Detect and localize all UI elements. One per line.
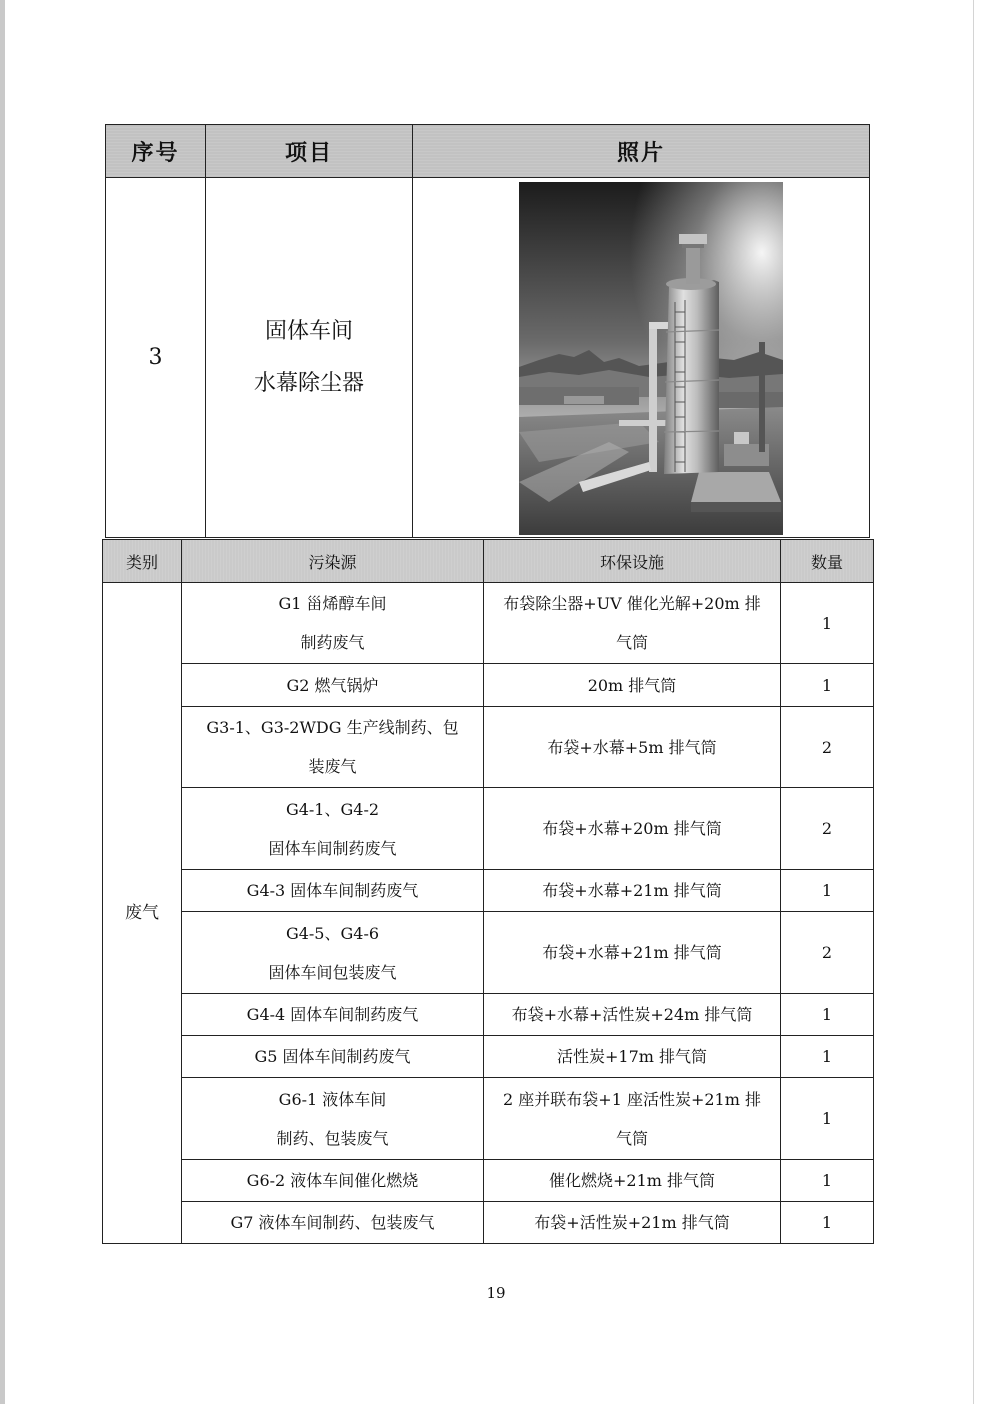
quantity-cell: 1 <box>781 1160 874 1202</box>
facility-line: 布袋+水幕+20m 排气筒 <box>542 819 722 838</box>
table-row <box>103 664 874 707</box>
facility-cell <box>484 788 781 870</box>
source-line: G5 固体车间制药废气 <box>254 1047 411 1066</box>
row-photo <box>413 178 870 538</box>
source-cell <box>182 583 484 664</box>
header-facility: 环保设施 <box>484 540 781 583</box>
source-line: 装废气 <box>308 757 357 776</box>
photo-table-row <box>106 178 870 538</box>
source-cell <box>182 1160 484 1202</box>
source-cell <box>182 912 484 994</box>
source-cell <box>182 664 484 707</box>
facility-line: 催化燃烧+21m 排气筒 <box>548 1171 716 1190</box>
facility-cell <box>484 707 781 788</box>
facility-cell <box>484 1160 781 1202</box>
source-line: 固体车间包装废气 <box>268 962 397 982</box>
category-cell: 废气 <box>103 583 182 1244</box>
quantity-cell: 1 <box>781 583 874 664</box>
facility-cell <box>484 1078 781 1160</box>
header-photo: 照片 <box>413 125 870 178</box>
source-line: G7 液体车间制药、包装废气 <box>230 1213 435 1232</box>
facility-line: 布袋+活性炭+21m 排气筒 <box>534 1213 730 1232</box>
facility-line: 2 座并联布袋+1 座活性炭+21m 排 <box>503 1089 761 1109</box>
facility-cell <box>484 664 781 707</box>
facility-line: 布袋+水幕+活性炭+24m 排气筒 <box>511 1005 753 1024</box>
source-cell <box>182 1036 484 1078</box>
quantity-cell: 1 <box>781 994 874 1036</box>
source-cell <box>182 994 484 1036</box>
header-quantity: 数量 <box>781 540 874 583</box>
facility-line: 活性炭+17m 排气筒 <box>556 1047 708 1066</box>
source-line: G2 燃气锅炉 <box>286 675 379 695</box>
source-line: 制药、包装废气 <box>276 1128 389 1148</box>
quantity-cell: 2 <box>781 788 874 870</box>
header-index: 序号 <box>106 125 206 178</box>
facility-line: 布袋+水幕+21m 排气筒 <box>542 881 722 900</box>
facility-line: 20m 排气筒 <box>587 675 677 695</box>
quantity-cell: 1 <box>781 1202 874 1244</box>
source-line: G1 甾烯醇车间 <box>278 594 387 613</box>
source-line: G6-1 液体车间 <box>278 1089 387 1109</box>
facility-cell <box>484 583 781 664</box>
table-row <box>103 707 874 788</box>
scan-left-edge <box>0 0 5 1404</box>
facility-line: 布袋除尘器+UV 催化光解+20m 排 <box>503 594 761 613</box>
data-table-header <box>103 540 874 583</box>
source-cell <box>182 1078 484 1160</box>
quantity-cell: 1 <box>781 870 874 912</box>
source-line: G6-2 液体车间催化燃烧 <box>246 1171 419 1190</box>
source-line: G4-1、G4-2 <box>285 799 380 819</box>
photo-table-header <box>106 125 870 178</box>
project-line-1: 固体车间 <box>264 318 353 344</box>
facility-line: 布袋+水幕+5m 排气筒 <box>547 737 717 757</box>
emission-facility-table <box>102 539 874 1244</box>
quantity-cell: 2 <box>781 707 874 788</box>
table-row <box>103 912 874 994</box>
row-project <box>206 178 413 538</box>
quantity-cell: 1 <box>781 1078 874 1160</box>
page-number: 19 <box>486 1284 506 1302</box>
quantity-cell: 1 <box>781 664 874 707</box>
source-line: 固体车间制药废气 <box>268 838 397 858</box>
photo-table <box>105 124 870 538</box>
source-cell <box>182 870 484 912</box>
facility-line: 气筒 <box>615 633 648 652</box>
table-row <box>103 583 874 664</box>
scan-right-edge <box>973 0 974 1404</box>
source-cell <box>182 788 484 870</box>
facility-cell <box>484 994 781 1036</box>
source-line: G4-3 固体车间制药废气 <box>246 881 419 900</box>
source-line: G3-1、G3-2WDG 生产线制药、包 <box>206 718 459 737</box>
facility-line: 气筒 <box>615 1128 648 1148</box>
dust-collector-photo <box>519 182 783 535</box>
source-line: G4-4 固体车间制药废气 <box>246 1005 419 1024</box>
table-row <box>103 994 874 1036</box>
facility-cell <box>484 870 781 912</box>
source-cell <box>182 1202 484 1244</box>
source-line: 制药废气 <box>300 633 365 652</box>
table-row <box>103 1202 874 1244</box>
table-row <box>103 1078 874 1160</box>
facility-cell <box>484 1036 781 1078</box>
source-cell <box>182 707 484 788</box>
table-row <box>103 788 874 870</box>
header-category: 类别 <box>103 540 182 583</box>
table-row <box>103 1160 874 1202</box>
project-line-2: 水幕除尘器 <box>253 370 364 396</box>
facility-cell <box>484 912 781 994</box>
quantity-cell: 2 <box>781 912 874 994</box>
header-source: 污染源 <box>182 540 484 583</box>
facility-line: 布袋+水幕+21m 排气筒 <box>542 943 722 962</box>
facility-cell <box>484 1202 781 1244</box>
source-line: G4-5、G4-6 <box>285 923 380 943</box>
header-project: 项目 <box>206 125 413 178</box>
table-row <box>103 1036 874 1078</box>
quantity-cell: 1 <box>781 1036 874 1078</box>
row-index: 3 <box>106 178 206 538</box>
table-row <box>103 870 874 912</box>
